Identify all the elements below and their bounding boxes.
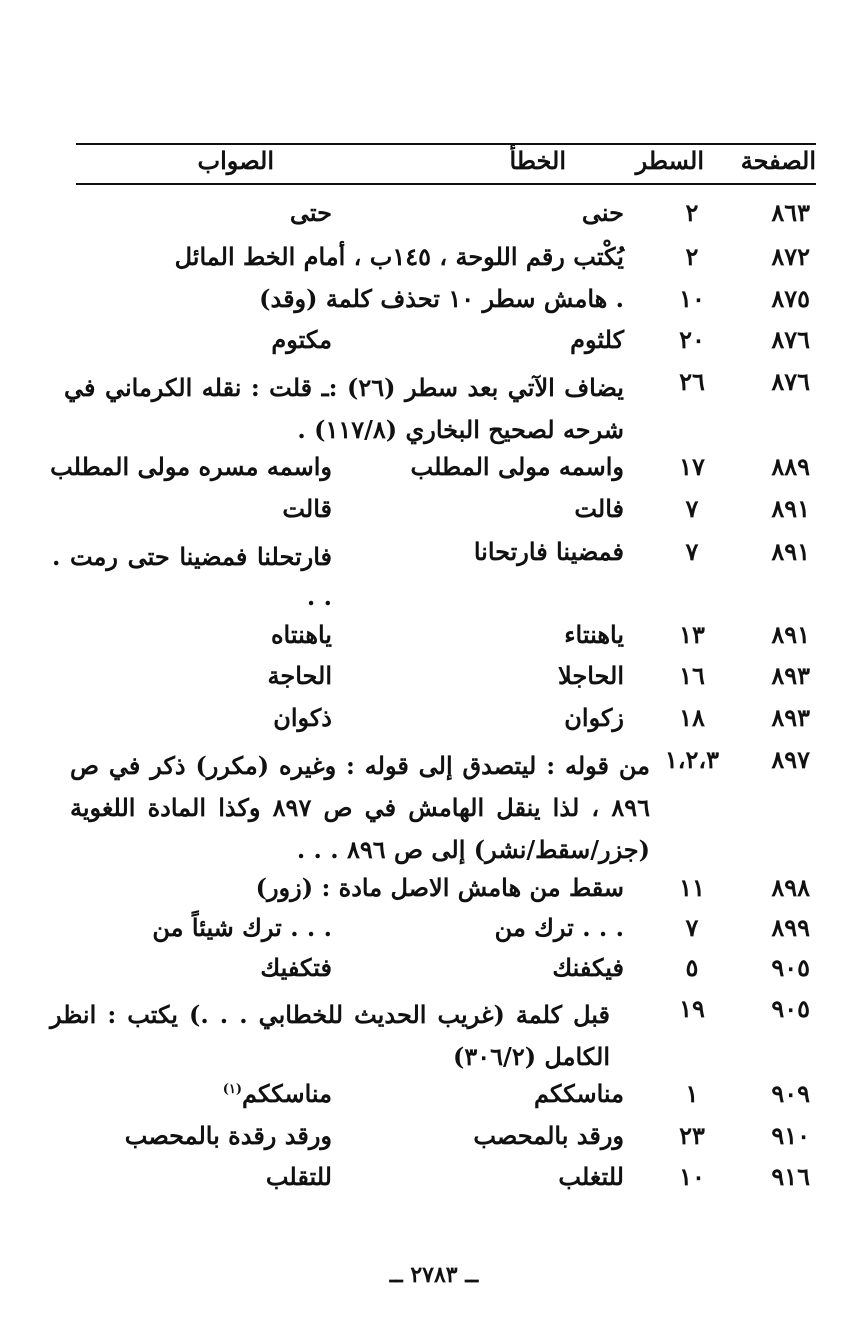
- row-wrong: زكوان: [564, 703, 624, 732]
- row-line: ٢٠: [679, 325, 705, 354]
- page-number: ــ ٢٧٨٣ ــ: [389, 1262, 479, 1288]
- table-row: [40, 242, 820, 282]
- row-page: ٨٩٨: [771, 873, 810, 902]
- table-row: [40, 953, 820, 993]
- header-bottom-rule: [76, 183, 816, 185]
- table-row: [40, 994, 820, 1078]
- row-correct: فارتحلنا فمضينا حتى رمت . . .: [52, 542, 332, 611]
- table-row: [40, 198, 820, 238]
- row-line: ٢: [685, 198, 699, 227]
- row-line: ٢٦: [679, 367, 705, 396]
- row-page: ٨٩١: [771, 537, 810, 566]
- row-correct: [223, 1079, 332, 1108]
- row-page: ٨٧٢: [771, 242, 810, 271]
- row-wrong: واسمه مولى المطلب: [410, 452, 624, 481]
- row-wrong: الحاجلا: [558, 661, 624, 690]
- row-note: قبل كلمة (غريب الحديث للخطابي . . .) يكتب : انظر الكامل (٣٠٦/٢): [50, 1000, 610, 1071]
- header-page: الصفحة: [740, 146, 816, 175]
- row-correct: فتكفيك: [260, 953, 332, 982]
- row-page: ٨٩٣: [771, 703, 810, 732]
- table-row: [40, 537, 820, 617]
- row-line: ١: [685, 1079, 699, 1108]
- row-correct: حتى: [289, 198, 332, 227]
- row-page: ٩١٠: [771, 1121, 810, 1150]
- table-row: [40, 494, 820, 534]
- row-wrong: حنى: [581, 198, 624, 227]
- row-line: ١،٢،٣: [664, 745, 720, 774]
- row-note: يضاف الآتي بعد سطر (٢٦) :ـ قلت : نقله الكرماني في شرحه لصحيح البخاري (١١٧/٨) .: [64, 373, 624, 444]
- row-wrong: مناسككم: [534, 1079, 624, 1108]
- table-row: [40, 1079, 820, 1119]
- row-wrong: ترك من . . .: [494, 913, 624, 942]
- row-wrong: ورقد بالمحصب: [473, 1121, 624, 1150]
- table-row: [40, 913, 820, 953]
- row-line: ٢: [685, 242, 699, 271]
- row-line: ١١: [679, 873, 705, 902]
- header-line: السطر: [635, 146, 704, 175]
- row-correct: ورقد رقدة بالمحصب: [124, 1121, 332, 1150]
- row-page: ٨٧٦: [771, 325, 810, 354]
- table-row: [40, 873, 820, 913]
- row-page: ٨٩٩: [771, 913, 810, 942]
- row-correct-text: مناسككم: [242, 1079, 332, 1108]
- row-correct: مكتوم: [271, 325, 332, 354]
- row-page: ٩٠٩: [771, 1079, 810, 1108]
- row-page: ٩١٦: [771, 1162, 810, 1191]
- row-correct: الحاجة: [267, 661, 332, 690]
- row-page: ٩٠٥: [771, 953, 810, 982]
- header-correct: الصواب: [197, 146, 274, 175]
- row-line: ٧: [685, 494, 699, 523]
- row-correct: واسمه مسره مولى المطلب: [50, 452, 332, 481]
- row-page: ٨٩١: [771, 620, 810, 649]
- row-correct: ترك شيئاً من . . .: [152, 913, 332, 942]
- header-wrong: الخطأ: [509, 146, 566, 175]
- table-row: [40, 284, 820, 324]
- row-line: ١٩: [679, 994, 705, 1023]
- header-top-rule: [76, 143, 816, 145]
- row-wrong: فيكفنك: [552, 953, 624, 982]
- row-line: ٥: [685, 953, 699, 982]
- row-line: ٧: [685, 537, 699, 566]
- table-row: [40, 1121, 820, 1161]
- row-line: ١٣: [679, 620, 705, 649]
- row-line: ١٦: [679, 661, 705, 690]
- table-row: [40, 452, 820, 492]
- row-line: ١٠: [679, 284, 705, 313]
- row-page: ٨٩٣: [771, 661, 810, 690]
- row-page: ٨٦٣: [771, 198, 810, 227]
- table-row: [40, 1162, 820, 1202]
- row-line: ٢٣: [679, 1121, 705, 1150]
- row-wrong: ياهنتاء: [564, 620, 624, 649]
- row-line: ١٧: [679, 452, 705, 481]
- row-correct: ياهنتاه: [270, 620, 332, 649]
- table-row: [40, 703, 820, 743]
- table-row: [40, 325, 820, 365]
- row-page: ٨٧٦: [771, 367, 810, 396]
- row-wrong: كلثوم: [570, 325, 624, 354]
- row-correct: ذكوان: [273, 703, 332, 732]
- row-line: ٧: [685, 913, 699, 942]
- row-note: هامش سطر ١٠ تحذف كلمة (وقد) .: [259, 284, 624, 313]
- footnote-marker: (١): [222, 1082, 242, 1097]
- row-page: ٩٠٥: [771, 994, 810, 1023]
- row-page: ٨٨٩: [771, 452, 810, 481]
- row-note: سقط من هامش الاصل مادة : (زور): [255, 873, 624, 902]
- table-row: [40, 620, 820, 660]
- table-row: [40, 661, 820, 701]
- row-correct: للتقلب: [265, 1162, 332, 1191]
- row-page: ٨٩٧: [771, 745, 810, 774]
- row-wrong: فالت: [574, 494, 624, 523]
- row-wrong: فمضينا فارتحانا: [473, 537, 624, 566]
- row-line: ١٠: [679, 1162, 705, 1191]
- row-wrong: للتغلب: [558, 1162, 624, 1191]
- row-note: يُكْتب رقم اللوحة ، ١٤٥ب ، أمام الخط المائل: [174, 242, 624, 271]
- errata-header: [76, 146, 816, 180]
- row-line: ١٨: [679, 703, 705, 732]
- table-row: [40, 367, 820, 451]
- row-note: من قوله : ليتصدق إلى قوله : وغيره (مكرر) ذكر في ص ٨٩٦ ، لذا ينقل الهامش في ص ٨٩٧ وكذا المادة اللغوية (جزر/سقط/نشر) إلى ص ٨٩٦ . . .: [70, 751, 650, 864]
- row-page: ٨٩١: [771, 494, 810, 523]
- row-correct: قالت: [282, 494, 332, 523]
- row-page: ٨٧٥: [771, 284, 810, 313]
